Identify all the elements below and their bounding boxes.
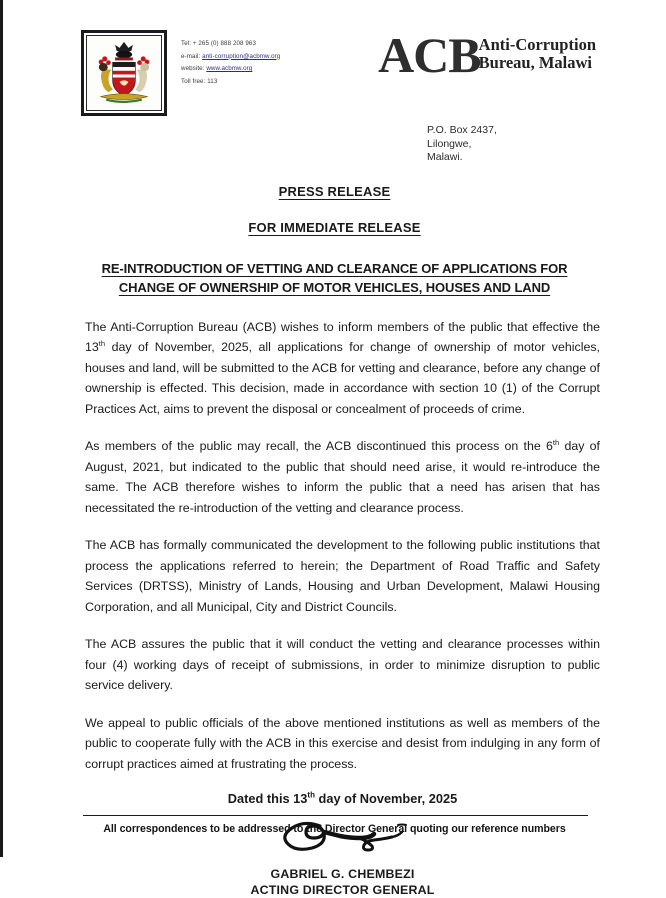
paragraph-1-ordinal-suffix: th [99, 339, 105, 348]
paragraph-2-part-b: day of August, 2021, but indicated to the public that should need arise, it would re-introduce the same. The ACB therefore wishes to inform the public that a need has arisen that has necessitated the re-introduction of the vetting and clearance process. [85, 439, 600, 515]
dateline-ordinal-suffix: th [307, 791, 315, 800]
emblem-frame-inner [86, 35, 162, 111]
for-immediate-release-heading: FOR IMMEDIATE RELEASE [248, 220, 420, 235]
address-line-3: Malawi. [427, 151, 596, 165]
contact-email-line [181, 51, 321, 64]
acb-logo [378, 30, 596, 80]
contact-website-link[interactable]: www.acbmw.org [206, 65, 252, 72]
paragraph-1-part-a: The Anti-Corruption Bureau (ACB) wishes to inform members of the public that effective the 13 [85, 320, 600, 355]
document-footer [3, 815, 666, 835]
acb-name-line-1: Anti-Corruption [479, 36, 596, 54]
letterhead [3, 0, 666, 116]
paragraph-4: The ACB assures the public that it will conduct the vetting and clearance processes within four (4) working days of receipt of submissions, in order to minimize disruption to public service delivery. [85, 634, 600, 696]
paragraph-2-ordinal-suffix: th [553, 438, 559, 447]
paragraph-5: We appeal to public officials of the above mentioned institutions as well as members of the public to cooperate fully with the ACB in this exercise and desist from indulging in any form of corrupt practices aimed at frustrating the process. [85, 713, 600, 775]
page-title-line-1: RE-INTRODUCTION OF VETTING AND CLEARANCE OF APPLICATIONS FOR [102, 261, 568, 276]
malawi-coat-of-arms-emblem [81, 30, 167, 116]
contact-tel: Tel: + 265 (0) 888 208 963 [181, 38, 321, 51]
paragraph-3: The ACB has formally communicated the development to the following public institutions that process the applications referred to herein; the Department of Road Traffic and Safety Services (DRTSS), Ministry of Lands, Housing and Urban Development, Malawi Housing Corporation, and all Municipal, City and District Councils. [85, 535, 600, 617]
contact-website-line [181, 63, 321, 76]
dateline [85, 791, 600, 806]
contact-email-link[interactable]: anti-corruption@acbmw.org [202, 53, 280, 60]
press-release-heading: PRESS RELEASE [279, 184, 391, 199]
paragraph-2-part-a: As members of the public may recall, the ACB discontinued this process on the 6 [85, 439, 553, 453]
footer-note: All correspondences to be addressed to the Director General quoting our reference numbers [3, 816, 666, 835]
address-line-1: P.O. Box 2437, [427, 124, 596, 138]
paragraph-1 [85, 317, 600, 420]
paragraph-2 [85, 436, 600, 518]
signatory-block [85, 866, 600, 898]
address-line-2: Lilongwe, [427, 138, 596, 152]
signatory-designation: ACTING DIRECTOR GENERAL [85, 882, 600, 898]
contact-details [181, 30, 321, 88]
coat-of-arms-icon [87, 36, 161, 110]
contact-email-label: e-mail: [181, 53, 200, 60]
page-title-line-2: CHANGE OF OWNERSHIP OF MOTOR VEHICLES, HOUSES AND LAND [119, 280, 550, 295]
contact-toll-free: Toll free: 113 [181, 76, 321, 89]
acb-full-name [479, 32, 596, 72]
signatory-name: GABRIEL G. CHEMBEZI [85, 866, 600, 882]
contact-website-label: website: [181, 65, 205, 72]
acb-name-line-2: Bureau, Malawi [479, 54, 596, 72]
postal-address [3, 124, 596, 165]
body-content [85, 297, 600, 898]
dateline-part-a: Dated this 13 [228, 791, 308, 806]
dateline-part-b: day of November, 2025 [315, 791, 457, 806]
document-headings [3, 183, 666, 237]
page-title [63, 259, 606, 297]
acb-acronym: ACB [378, 32, 481, 80]
paragraph-1-part-b: day of November, 2025, all applications for change of ownership of motor vehicles, houses and land, will be submitted to the ACB for vetting and clearance, before any change of ownership is effected. This decision, made in accordance with section 10 (1) of the Corrupt Practices Act, aims to prevent the disposal or concealment of proceeds of crime. [85, 340, 600, 416]
